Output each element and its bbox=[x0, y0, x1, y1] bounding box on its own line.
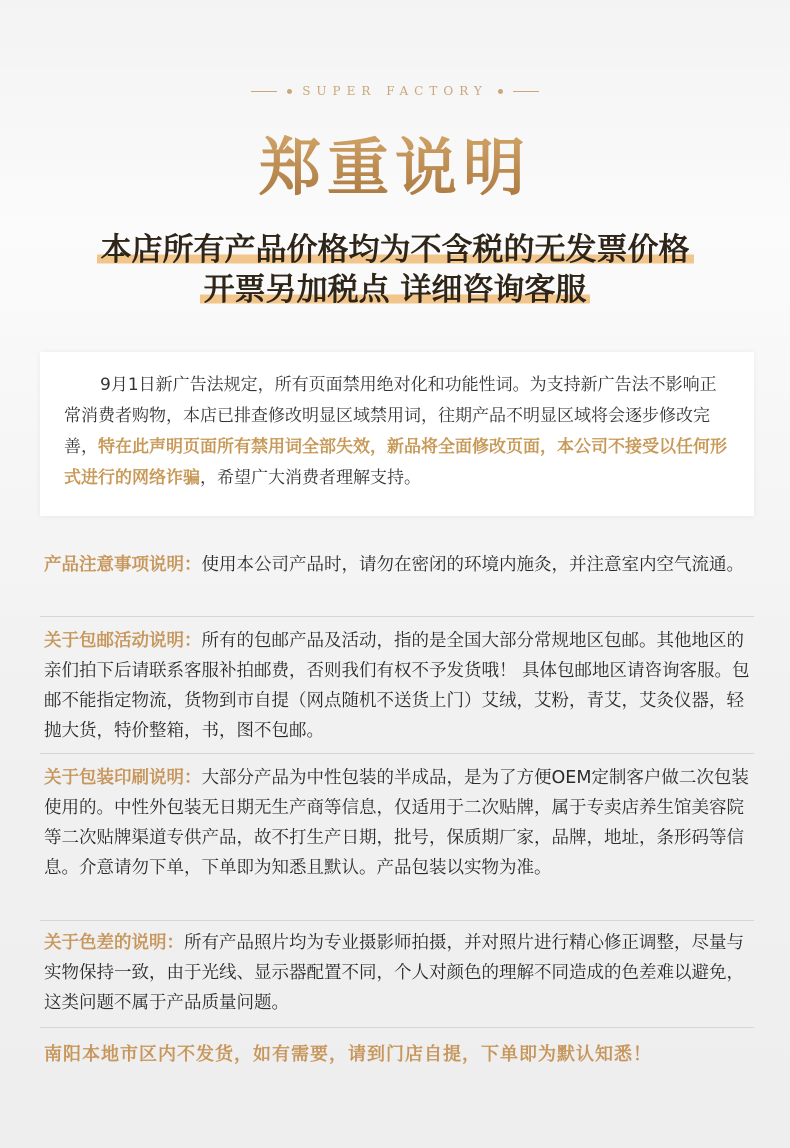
final-note: 南阳本地市区内不发货，如有需要，请到门店自提，下单即为默认知悉！ bbox=[44, 1044, 652, 1065]
dot-icon bbox=[498, 89, 503, 94]
section-text: 大部分产品为中性包装的半成品，是为了方便OEM定制客户做二次包装使用的。中性外包装无日期无生产商等信息，仅适用于二次贴牌，属于专卖店养生馆美容院等二次贴牌渠道专供产品，故不打生产日期，批号，保质期厂家，品牌，地址，条形码等信息。介意请勿下单，下单即为知悉且默认。产品包装以实物为准。 bbox=[44, 768, 749, 878]
divider-line-left bbox=[251, 91, 277, 92]
notice-box bbox=[40, 352, 754, 516]
section-text: 所有产品照片均为专业摄影师拍摄，并对照片进行精心修正调整，尽量与实物保持一致，由于光线、显示器配置不同，个人对颜色的理解不同造成的色差难以避免，这类问题不属于产品质量问题。 bbox=[44, 933, 744, 1013]
tagline-text: SUPER FACTORY bbox=[302, 84, 488, 98]
section-product-notes bbox=[44, 550, 754, 580]
divider bbox=[40, 616, 754, 617]
notice-text-1: 9月1日新广告法规定，所有页面禁用绝对化和功能性词。为支持新广告法不影响正常消费者购物，本店已排查修改明显区域禁用词，往期产品不明显区域将会逐步修改完善， bbox=[64, 375, 717, 457]
notice-highlight: 特在此声明页面所有禁用词全部失效，新品将全面修改页面，本公司不接受以任何形式进行的网络诈骗 bbox=[64, 437, 727, 488]
section-text: 使用本公司产品时，请勿在密闭的环境内施灸，并注意室内空气流通。 bbox=[201, 555, 744, 575]
section-label: 关于包邮活动说明： bbox=[44, 631, 202, 651]
divider-line-right bbox=[513, 91, 539, 92]
header-tagline bbox=[0, 82, 790, 100]
section-label: 产品注意事项说明： bbox=[44, 555, 202, 575]
headline-2-text: 开票另加税点 详细咨询客服 bbox=[200, 272, 591, 308]
divider bbox=[40, 1027, 754, 1028]
headline-2 bbox=[0, 264, 790, 309]
section-label: 关于包装印刷说明： bbox=[44, 768, 202, 788]
section-label: 关于色差的说明： bbox=[44, 933, 184, 953]
headline-1 bbox=[0, 224, 790, 269]
headline-1-text: 本店所有产品价格均为不含税的无发票价格 bbox=[97, 232, 694, 268]
section-free-shipping bbox=[44, 626, 754, 746]
notice-text-2: ，希望广大消费者理解支持。 bbox=[200, 468, 421, 488]
section-color-difference bbox=[44, 928, 754, 1018]
divider bbox=[40, 753, 754, 754]
section-text: 所有的包邮产品及活动，指的是全国大部分常规地区包邮。其他地区的亲们拍下后请联系客服补拍邮费，否则我们有权不予发货哦！ 具体包邮地区请咨询客服。包邮不能指定物流，货物到市自提（网点随机不送货上门）艾绒，艾粉，青艾，艾灸仪器，轻抛大货，特价整箱，书，图不包邮。 bbox=[44, 631, 750, 741]
page-title: 郑重说明 bbox=[0, 118, 790, 207]
section-packaging bbox=[44, 763, 754, 883]
dot-icon bbox=[287, 89, 292, 94]
divider bbox=[40, 920, 754, 921]
